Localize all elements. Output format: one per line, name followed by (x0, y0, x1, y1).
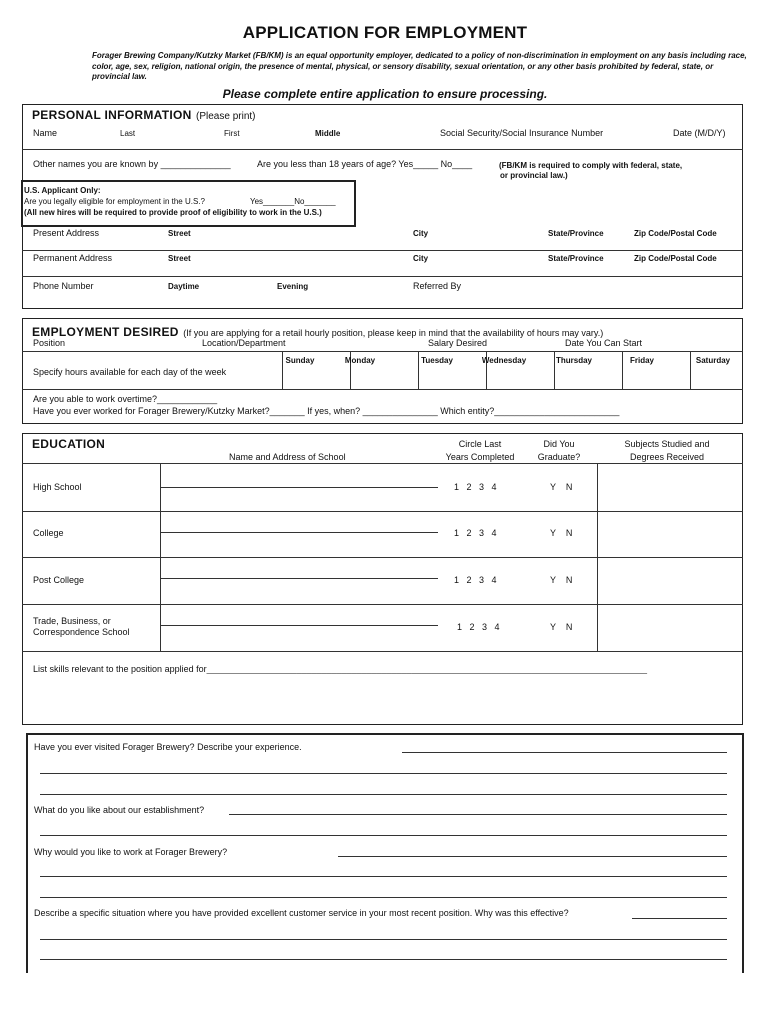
page-title: APPLICATION FOR EMPLOYMENT (242, 23, 528, 42)
present-street-label: Street (168, 229, 191, 238)
day-saturday: Saturday (695, 356, 731, 365)
divider (22, 389, 743, 390)
us-yes-no-field[interactable]: Yes_______No_______ (250, 197, 336, 206)
permanent-state-label: State/Province (548, 254, 604, 263)
edu-years-post-college[interactable]: 1 2 3 4 (454, 575, 497, 585)
last-label: Last (120, 129, 136, 138)
school-line (160, 625, 438, 626)
edu-row-college: College (33, 528, 64, 538)
name-label: Name (33, 128, 58, 138)
subjects-col-header-2: Degrees Received (629, 452, 705, 462)
education-section (22, 433, 743, 725)
salary-label: Salary Desired (428, 338, 488, 348)
present-address-label: Present Address (33, 228, 100, 238)
education-grid (597, 463, 598, 651)
permanent-address-label: Permanent Address (33, 253, 113, 263)
edu-row-post-college: Post College (33, 575, 85, 585)
divider (22, 149, 743, 150)
us-eligible-label: Are you legally eligible for employment in the U.S.? (24, 197, 205, 206)
day-monday: Monday (344, 356, 376, 365)
divider (22, 276, 743, 277)
education-grid (22, 511, 743, 512)
edu-grad-high-school[interactable]: Y N (550, 482, 573, 492)
divider (22, 250, 743, 251)
middle-label: Middle (315, 129, 341, 138)
other-names-field[interactable]: Other names you are known by ______________ (33, 159, 231, 169)
question-visited: Have you ever visited Forager Brewery? Describe your experience. (34, 742, 302, 752)
skills-field[interactable]: List skills relevant to the position applied for________________________________________________________________________________________ (33, 665, 648, 674)
permanent-street-label: Street (168, 254, 191, 263)
age-note-2: or provincial law.) (500, 171, 568, 180)
grad-col-header-1: Did You (543, 439, 575, 449)
answer-line[interactable] (40, 773, 727, 774)
grad-col-header-2: Graduate? (537, 452, 581, 462)
ssn-label: Social Security/Social Insurance Number (440, 128, 604, 138)
date-label: Date (M/D/Y) (673, 128, 726, 138)
start-label: Date You Can Start (565, 338, 643, 348)
present-city-label: City (413, 229, 429, 238)
day-sunday: Sunday (285, 356, 315, 365)
education-grid (22, 463, 743, 464)
employment-heading: EMPLOYMENT DESIRED (If you are applying for a retail hourly position, please keep in mind that the availability of hours may vary.) (32, 325, 604, 339)
location-label: Location/Department (202, 338, 286, 348)
answer-line[interactable] (40, 794, 727, 795)
day-tuesday: Tuesday (421, 356, 453, 365)
years-col-header-2: Years Completed (445, 452, 515, 462)
answer-line[interactable] (402, 752, 727, 753)
answer-line[interactable] (40, 876, 727, 877)
edu-row-high-school: High School (33, 482, 82, 492)
overtime-field[interactable]: Are you able to work overtime?____________ (33, 394, 218, 404)
worked-before-field[interactable]: Have you ever worked for Forager Brewery/Kutzky Market?_______ If yes, when? _______________ Which entity?_________________________ (33, 406, 620, 416)
school-line (160, 487, 438, 488)
permanent-zip-label: Zip Code/Postal Code (634, 254, 717, 263)
question-why-work: Why would you like to work at Forager Brewery? (34, 847, 228, 857)
edu-years-college[interactable]: 1 2 3 4 (454, 528, 497, 538)
answer-line[interactable] (40, 835, 727, 836)
question-customer-service: Describe a specific situation where you have provided excellent customer service in your most recent position. Why was this effective? (34, 908, 569, 918)
us-only-label: U.S. Applicant Only: (24, 186, 101, 195)
first-label: First (224, 129, 240, 138)
school-line (160, 578, 438, 579)
answer-line[interactable] (40, 939, 727, 940)
education-grid (22, 604, 743, 605)
subjects-col-header-1: Subjects Studied and (624, 439, 710, 449)
present-state-label: State/Province (548, 229, 604, 238)
education-grid (22, 651, 743, 652)
education-grid (160, 463, 161, 651)
edu-years-trade[interactable]: 1 2 3 4 (457, 622, 500, 632)
edu-grad-college[interactable]: Y N (550, 528, 573, 538)
instruction: Please complete entire application to ensure processing. (222, 87, 548, 101)
edu-row-trade-1: Trade, Business, or (33, 616, 111, 626)
edu-grad-post-college[interactable]: Y N (550, 575, 573, 585)
answer-line[interactable] (229, 814, 727, 815)
edu-years-high-school[interactable]: 1 2 3 4 (454, 482, 497, 492)
answer-line[interactable] (632, 918, 727, 919)
years-col-header-1: Circle Last (458, 439, 502, 449)
day-thursday: Thursday (555, 356, 592, 365)
school-col-header: Name and Address of School (229, 452, 346, 462)
question-like: What do you like about our establishment? (34, 805, 205, 815)
present-zip-label: Zip Code/Postal Code (634, 229, 717, 238)
answer-line[interactable] (40, 897, 727, 898)
answer-line[interactable] (40, 959, 727, 960)
permanent-city-label: City (413, 254, 429, 263)
hours-label: Specify hours available for each day of the week (33, 367, 227, 377)
edu-row-trade-2: Correspondence School (33, 627, 130, 637)
age-note-1: (FB/KM is required to comply with federal, state, (499, 161, 683, 170)
education-heading: EDUCATION (32, 437, 106, 451)
answer-line[interactable] (338, 856, 727, 857)
referred-label: Referred By (413, 281, 462, 291)
day-wednesday: Wednesday (481, 356, 527, 365)
personal-heading: PERSONAL INFORMATION (Please print) (32, 108, 256, 122)
eeo-statement: Forager Brewing Company/Kutzky Market (FB/KM) is an equal opportunity employer, dedicated to a policy of non-discrimination in employment on any basis including race, color, age, sex, religion, national origin, the presence of mental, physical, or sensory disability, sexual orientation, or any other basis prohibited by federal, state, or provincial law. (92, 51, 747, 81)
position-label: Position (33, 338, 66, 348)
age-question-field[interactable]: Are you less than 18 years of age? Yes_____ No____ (257, 159, 473, 169)
divider (22, 351, 743, 352)
evening-label: Evening (277, 282, 309, 291)
school-line (160, 532, 438, 533)
edu-grad-trade[interactable]: Y N (550, 622, 573, 632)
daytime-label: Daytime (168, 282, 200, 291)
education-grid (22, 557, 743, 558)
us-proof-note: (All new hires will be required to provide proof of eligibility to work in the U.S.) (24, 208, 322, 217)
phone-label: Phone Number (33, 281, 94, 291)
day-friday: Friday (629, 356, 654, 365)
